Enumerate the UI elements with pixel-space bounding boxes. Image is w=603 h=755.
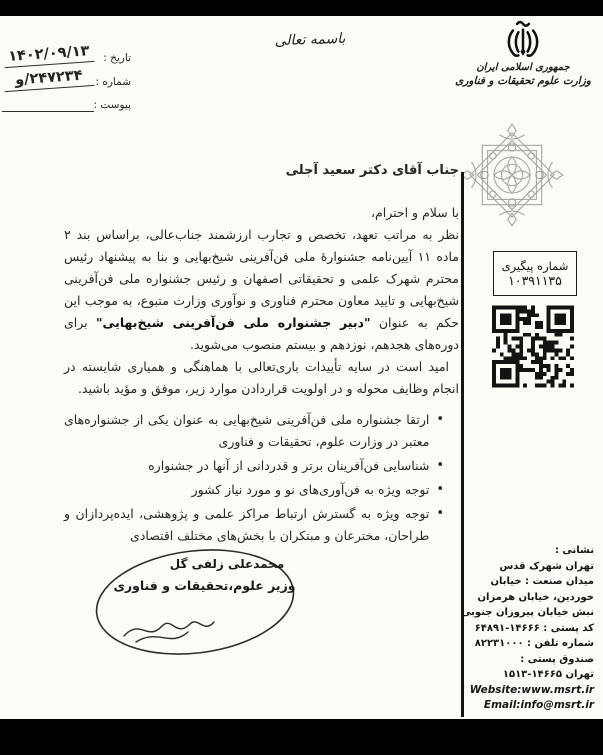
bullet-icon: • — [436, 506, 444, 521]
bismillah-text: باسمه تعالی — [274, 30, 346, 50]
attachment-value-blank — [2, 98, 94, 112]
bullet-icon: • — [436, 412, 444, 427]
list-item-text: شناسایی فن‌آفرینان برتر و قدردانی از آنها در جشنواره — [148, 458, 430, 473]
address-label: نشانی : — [554, 545, 594, 556]
ministry-name: وزارت علوم تحقیقات و فناوری — [455, 75, 591, 87]
email-line: Email:info@msrt.ir — [483, 699, 594, 711]
number-label: شماره : — [95, 76, 131, 88]
scan-black-bar-top — [0, 0, 603, 16]
date-label: تاریخ : — [103, 52, 131, 64]
paragraph-text-before: نظر به مراتب تعهد، تخصص و تجارب ارزشمند جناب‌عالی، براساس بند ۲ ماده ۱۱ آیین‌نامه جشنوارۀ ملی فن‌آفرینی شیخ‌بهایی و بنا به پیشنهاد رئیس محترم شهرک علمی و تحقیقاتی اصفهان و رئیس جشنواره ملی فن‌آفرینی شیخ‌بهایی و تایید معاون محترم فناوری و نوآوری وزارت متبوع، به موجب این حکم به عنوان — [64, 227, 460, 330]
number-value: ۲۴۷۲۳۴/و — [3, 67, 94, 92]
tracking-number-box — [493, 251, 577, 296]
date-row — [4, 43, 131, 65]
tracking-label: شماره پیگیری — [501, 258, 569, 273]
date-value: ۱۴۰۲/۰۹/۱۳ — [3, 43, 94, 68]
pobox-line: تهران ۱۴۶۶۵-۱۵۱۳ — [502, 669, 594, 680]
appointment-paragraph — [64, 224, 459, 356]
scan-black-bar-bottom — [0, 719, 603, 755]
signature-block — [92, 544, 312, 664]
list-item-text: ارتقا جشنواره ملی فن‌آفرینی شیخ‌بهایی به عنوان یکی از جشنواره‌های معتبر در وزارت علوم، تحقیقات و فناوری — [64, 412, 430, 449]
letterhead-emblem-block — [452, 18, 594, 87]
addressee-name: جناب آقای دکتر سعید آجلی — [285, 163, 459, 178]
bullet-icon: • — [436, 482, 444, 497]
priority-list — [64, 409, 459, 547]
letterhead-fields — [4, 43, 131, 117]
salutation-line: با سلام و احترام، — [370, 205, 459, 220]
appointment-title-bold: "دبیر جشنواره ملی فن‌آفرینی شیخ‌بهایی" — [96, 315, 371, 330]
bullet-icon: • — [436, 458, 444, 473]
tracking-number: ۱۰۳۹۱۱۳۵ — [508, 272, 562, 288]
paragraph-text-after: برای دوره‌های هجدهم، نوزدهم و بیستم منصوب می‌شوید. — [64, 315, 459, 352]
address-line: میدان صنعت : خیابان — [490, 576, 594, 587]
list-item — [64, 455, 444, 477]
phone-line: شماره تلفن : ۸۲۲۳۱۰۰۰ — [474, 638, 594, 649]
list-item-text: توجه ویژه به گسترش ارتباط مراکز علمی و پژوهشی، ایده‌پردازان و طراحان، مخترعان و مبتکران با بخش‌های مختلف اقتصادی — [64, 506, 430, 543]
letter-body — [64, 162, 459, 549]
attachment-label: پیوست : — [93, 99, 131, 111]
postal-code-line: کد پستی : ۱۴۶۶۶-۶۴۸۹۱ — [474, 622, 594, 634]
signer-title: وزیر علوم،تحقیقات و فناوری — [113, 578, 296, 593]
letter-paper — [0, 16, 603, 719]
qr-code — [492, 304, 574, 389]
attachment-row — [4, 98, 131, 112]
list-item — [64, 409, 444, 453]
ornament-rosette-icon — [459, 122, 565, 228]
list-item — [64, 503, 444, 547]
address-line: تهران شهرک قدس — [499, 560, 594, 572]
address-line: نبش خیابان پیروزان جنوبی — [461, 607, 594, 618]
number-row — [4, 67, 131, 89]
wishes-paragraph: امید است در سایه تأییدات باری‌تعالی با هماهنگی و همیاری شایسته در انجام وظایف محوله و در اولویت قراردادن موارد زیر، موفق و مؤید باشید. — [64, 359, 459, 396]
signer-name: محمدعلی زلفی گل — [169, 557, 285, 571]
emblem-sword-tip — [520, 47, 525, 55]
list-item — [64, 479, 444, 501]
iran-emblem-icon — [504, 18, 542, 60]
pobox-label-line: صندوق پستی : — [520, 653, 594, 665]
list-item-text: توجه ویژه به فن‌آوری‌های نو و مورد نیاز کشور — [191, 482, 430, 497]
address-line: خوردین، خیابان هرمزان — [477, 591, 594, 603]
footer-address-block — [435, 543, 594, 714]
website-line: Website:www.msrt.ir — [469, 683, 594, 696]
government-name: جمهوری اسلامی ایران — [476, 62, 570, 73]
